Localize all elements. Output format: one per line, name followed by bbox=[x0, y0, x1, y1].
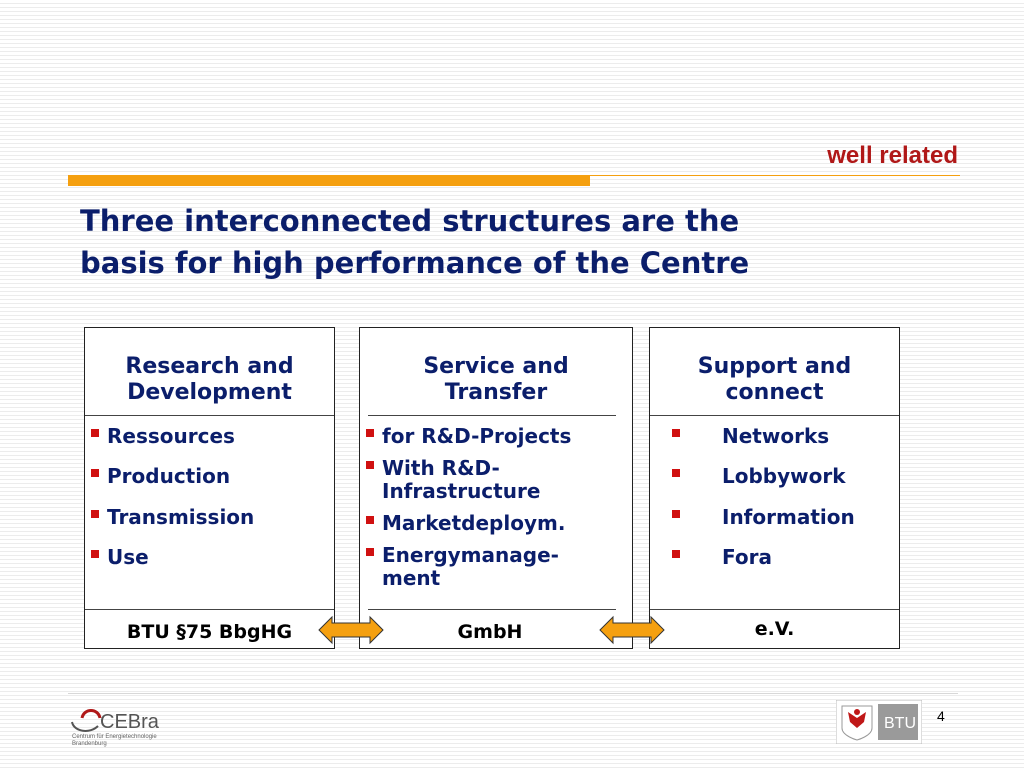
box-heading-line: Support and bbox=[697, 354, 852, 379]
list-item-label: Production bbox=[107, 464, 231, 488]
bullet-icon bbox=[91, 429, 99, 437]
list-item-label: ment bbox=[382, 566, 441, 590]
cebra-logo-icon bbox=[68, 704, 164, 748]
divider bbox=[368, 415, 616, 416]
accent-bar bbox=[68, 175, 590, 186]
double-arrow-icon bbox=[599, 615, 665, 645]
list-item-label: Ressources bbox=[107, 424, 235, 448]
bullet-icon bbox=[672, 429, 680, 437]
bullet-icon bbox=[366, 461, 374, 469]
cebra-logo bbox=[68, 704, 164, 748]
footer-divider bbox=[68, 693, 958, 694]
list-item bbox=[91, 546, 149, 569]
list-item-label: Information bbox=[722, 505, 855, 529]
list-item bbox=[366, 425, 571, 448]
box-footer: BTU §75 BbgHG bbox=[126, 621, 293, 643]
slide-title bbox=[80, 200, 960, 284]
box-heading-line: Development bbox=[127, 380, 292, 405]
list-item-label: Marketdeploym. bbox=[382, 511, 566, 535]
box-heading-line: connect bbox=[725, 380, 824, 405]
list-item bbox=[672, 465, 846, 488]
bullet-icon bbox=[366, 429, 374, 437]
list-item bbox=[91, 425, 235, 448]
list-item bbox=[672, 546, 772, 569]
box-footer: e.V. bbox=[754, 618, 795, 640]
bullet-icon bbox=[672, 550, 680, 558]
box-heading bbox=[650, 354, 899, 406]
list-item bbox=[91, 506, 254, 529]
box-heading-line: Research and bbox=[125, 354, 294, 379]
list-item-label: With R&D- bbox=[382, 456, 500, 480]
cebra-logo-subtitle: Centrum für Energietechnologie bbox=[72, 734, 157, 740]
list-item-label: Infrastructure bbox=[382, 479, 541, 503]
double-arrow-icon bbox=[318, 615, 384, 645]
list-item bbox=[91, 465, 230, 488]
bullet-icon bbox=[91, 550, 99, 558]
btu-logo-text: BTU bbox=[884, 715, 916, 732]
list-item bbox=[366, 512, 565, 535]
list-item bbox=[672, 425, 829, 448]
box-heading-line: Service and bbox=[423, 354, 569, 379]
list-item-label: Use bbox=[107, 545, 149, 569]
divider bbox=[650, 609, 899, 610]
list-item-label: Transmission bbox=[107, 505, 255, 529]
list-item bbox=[366, 544, 559, 590]
bullet-icon bbox=[91, 469, 99, 477]
bullet-icon bbox=[91, 510, 99, 518]
box-research-development bbox=[84, 327, 335, 649]
accent-line bbox=[590, 175, 960, 176]
bullet-icon bbox=[366, 516, 374, 524]
divider bbox=[85, 609, 334, 610]
bullet-icon bbox=[672, 469, 680, 477]
cebra-logo-subtitle: Brandenburg bbox=[72, 741, 107, 747]
list-item bbox=[366, 457, 540, 503]
btu-logo bbox=[836, 700, 922, 744]
box-heading bbox=[85, 354, 334, 406]
list-item-label: Lobbywork bbox=[722, 464, 846, 488]
divider bbox=[368, 609, 616, 610]
box-service-transfer bbox=[359, 327, 633, 649]
slide-title-line-2: basis for high performance of the Centre bbox=[80, 246, 750, 280]
tagline-text: well related bbox=[827, 142, 958, 169]
page-number: 4 bbox=[937, 708, 945, 724]
list-item-label: Fora bbox=[722, 545, 772, 569]
list-item bbox=[672, 506, 855, 529]
list-item-label: Energymanage- bbox=[382, 543, 559, 567]
box-support-connect bbox=[649, 327, 900, 649]
bullet-icon bbox=[366, 548, 374, 556]
box-footer: GmbH bbox=[457, 621, 523, 643]
divider bbox=[85, 415, 334, 416]
btu-logo-icon bbox=[836, 700, 922, 744]
box-heading bbox=[360, 354, 632, 406]
list-item-label: for R&D-Projects bbox=[382, 424, 572, 448]
box-heading-line: Transfer bbox=[444, 380, 548, 405]
divider bbox=[650, 415, 899, 416]
bullet-icon bbox=[672, 510, 680, 518]
slide-title-line-1: Three interconnected structures are the bbox=[80, 204, 740, 238]
cebra-logo-text: CEBra bbox=[100, 711, 159, 733]
list-item-label: Networks bbox=[722, 424, 830, 448]
